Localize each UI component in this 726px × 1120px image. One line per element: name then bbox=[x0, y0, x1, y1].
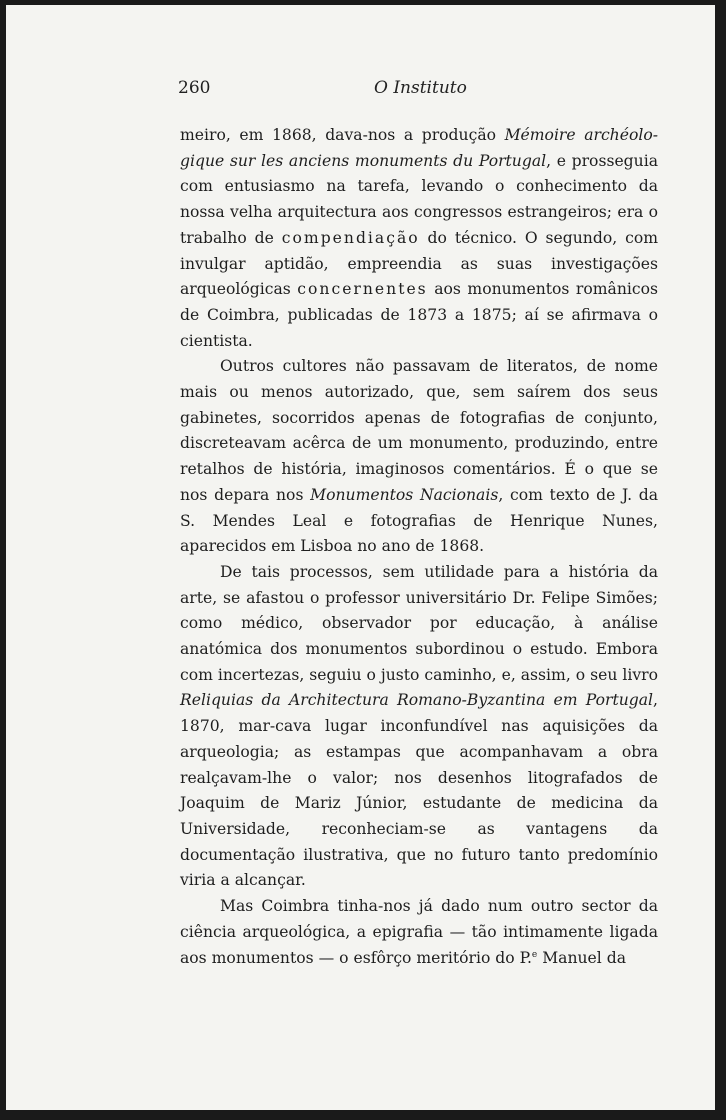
book-title-monumentos: Monumentos Nacionais bbox=[310, 485, 499, 504]
text-run: , 1870, mar-cava lugar inconfundível nas aquisições da arqueologia; as estampas que acompanhavam a obra realçavam-lhe o valor; nos desenhos litografados de Joaquim de Mariz Júnior, estudante de medicina da Universidade, reconheciam-se as vantagens da documentação ilustrativa, que no futuro tanto predomínio viria a alcançar. bbox=[180, 691, 658, 890]
text-run: aos monumentos românicos de Coimbra, publicadas de 1873 a 1875; aí se afirmava o cientista. bbox=[180, 280, 658, 350]
superscript: e bbox=[531, 949, 538, 960]
text-run: Mas Coimbra tinha-nos já dado num outro sector da ciência arqueológica, a epigrafia — tão intimamente ligada aos monumentos — o esfôrço meritório do P. bbox=[180, 897, 658, 967]
paragraph-1 bbox=[180, 123, 658, 354]
text-run: , e prosseguia com entusiasmo na tarefa, levando o conhecimento da nossa velha arquitectura aos congressos estrangeiros; era o trabalho de bbox=[180, 151, 658, 247]
paragraph-2 bbox=[180, 354, 658, 560]
paragraph-3 bbox=[180, 560, 658, 894]
paragraph-4 bbox=[180, 894, 658, 971]
spaced-word: compendiação bbox=[281, 228, 420, 247]
book-title-reliquias: Reliquias da Architectura Romano-Byzantina em Portugal bbox=[180, 691, 654, 710]
text-run: Outros cultores não passavam de literatos, de nome mais ou menos autorizado, que, sem saírem dos seus gabinetes, socorridos apenas de fotografias de conjunto, discreteavam acêrca de um monumento, produzindo, entre retalhos de história, imaginosos comentários. É o que se nos depara nos bbox=[180, 357, 658, 504]
body-text bbox=[180, 123, 658, 971]
running-title: O Instituto bbox=[374, 78, 467, 98]
page-number: 260 bbox=[178, 78, 211, 98]
spaced-word: concernentes bbox=[297, 280, 428, 299]
text-run: , com texto de J. da S. Mendes Leal e fotografias de Henrique Nunes, aparecidos em Lisboa no ano de 1868. bbox=[180, 485, 658, 556]
page-header bbox=[178, 78, 660, 102]
page bbox=[6, 5, 715, 1110]
text-run: meiro, em 1868, dava-nos a produção bbox=[180, 126, 505, 144]
text-run: De tais processos, sem utilidade para a história da arte, se afastou o professor universitário Dr. Felipe Simões; como médico, observador por educação, à análise anatómica dos monumentos subordinou o estudo. Embora com incertezas, seguiu o justo caminho, e, assim, o seu livro bbox=[180, 562, 658, 684]
book-title-memoire: Mémoire archéolo-gique sur les anciens monuments du Portugal bbox=[180, 126, 658, 170]
text-run: Manuel da bbox=[537, 948, 627, 967]
text-run: do técnico. O segundo, com invulgar aptidão, empreendia as suas investigações arqueológicas bbox=[180, 228, 658, 299]
